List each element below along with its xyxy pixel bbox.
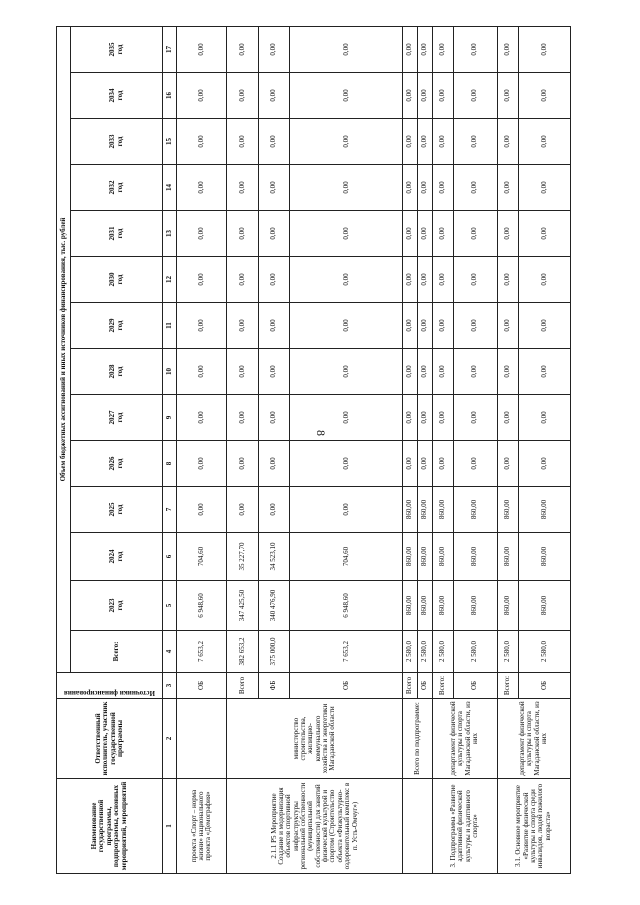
row-responsible: Всего по подпрограмме:	[403, 699, 432, 779]
row-responsible: министерство строительства, жилищно-коммунального хозяйства и энергетики Магаданской области	[227, 699, 403, 779]
row-value-2029: 0,00	[227, 303, 258, 349]
table-row	[227, 26, 258, 873]
column-index: 15	[163, 119, 177, 165]
row-source: ОБ	[518, 673, 570, 699]
row-value-2035: 0,00	[497, 26, 518, 72]
header-year-2035	[71, 26, 163, 72]
row-value-2024: 704,60	[290, 533, 403, 581]
row-value-2028: 0,00	[227, 349, 258, 395]
row-value-2024: 35 227,70	[227, 533, 258, 581]
row-value-2029: 0,00	[497, 303, 518, 349]
row-value-2032: 0,00	[227, 165, 258, 211]
row-value-2029: 0,00	[417, 303, 432, 349]
row-value-2034: 0,00	[432, 73, 453, 119]
column-index: 3	[163, 673, 177, 699]
table-row	[403, 26, 418, 873]
row-value-2035: 0,00	[290, 26, 403, 72]
row-value-2031: 0,00	[403, 211, 418, 257]
row-value-2024: 860,00	[453, 533, 497, 581]
row-source: Всего	[227, 673, 258, 699]
table-row	[497, 26, 518, 873]
row-value-2024: 860,00	[432, 533, 453, 581]
row-total: 375 000,0	[258, 631, 289, 673]
row-total: 2 580,0	[497, 631, 518, 673]
row-total: 382 653,2	[227, 631, 258, 673]
header-year-suffix: год	[115, 600, 124, 611]
row-value-2025: 0,00	[258, 487, 289, 533]
row-value-2026: 0,00	[518, 441, 570, 487]
column-index: 2	[163, 699, 177, 779]
row-value-2034: 0,00	[497, 73, 518, 119]
row-value-2028: 0,00	[497, 349, 518, 395]
row-value-2033: 0,00	[177, 119, 227, 165]
column-index: 11	[163, 303, 177, 349]
row-value-2034: 0,00	[177, 73, 227, 119]
row-value-2035: 0,00	[177, 26, 227, 72]
row-value-2024: 860,00	[518, 533, 570, 581]
row-value-2027: 0,00	[177, 395, 227, 441]
row-value-2030: 0,00	[432, 257, 453, 303]
row-value-2035: 0,00	[453, 26, 497, 72]
header-year-2025	[71, 487, 163, 533]
header-year-2034	[71, 73, 163, 119]
column-index: 13	[163, 211, 177, 257]
row-value-2033: 0,00	[258, 119, 289, 165]
header-year-suffix: год	[115, 504, 124, 515]
header-name: Наименование государственной программы, подпрограммы, основных мероприятий, мероприятий	[57, 779, 163, 874]
row-total: 2 580,0	[518, 631, 570, 673]
row-value-2027: 0,00	[453, 395, 497, 441]
row-value-2023: 6 948,60	[177, 581, 227, 631]
header-year-value: 2024	[108, 549, 117, 564]
row-value-2024: 860,00	[417, 533, 432, 581]
header-total: Всего:	[71, 631, 163, 673]
row-value-2035: 0,00	[432, 26, 453, 72]
row-value-2025: 860,00	[518, 487, 570, 533]
header-year-value: 2034	[108, 88, 117, 103]
header-year-value: 2033	[108, 134, 117, 149]
header-year-suffix: год	[115, 182, 124, 193]
row-responsible: департамент физической культуры и спорта Магаданской области, из них	[497, 699, 570, 779]
row-value-2034: 0,00	[417, 73, 432, 119]
header-year-value: 2035	[108, 42, 117, 57]
row-value-2034: 0,00	[403, 73, 418, 119]
row-value-2025: 860,00	[403, 487, 418, 533]
financing-table	[56, 26, 571, 874]
row-value-2027: 0,00	[432, 395, 453, 441]
row-value-2026: 0,00	[403, 441, 418, 487]
header-source	[57, 673, 163, 699]
row-value-2031: 0,00	[453, 211, 497, 257]
row-value-2026: 0,00	[227, 441, 258, 487]
row-total: 2 580,0	[453, 631, 497, 673]
row-value-2026: 0,00	[177, 441, 227, 487]
row-value-2024: 860,00	[403, 533, 418, 581]
header-year-value: 2030	[108, 272, 117, 287]
row-responsible	[177, 699, 227, 779]
row-value-2035: 0,00	[258, 26, 289, 72]
row-value-2023: 860,00	[403, 581, 418, 631]
header-year-suffix: год	[115, 551, 124, 562]
row-value-2031: 0,00	[290, 211, 403, 257]
row-value-2025: 860,00	[432, 487, 453, 533]
row-value-2027: 0,00	[227, 395, 258, 441]
row-value-2032: 0,00	[453, 165, 497, 211]
row-value-2024: 704,60	[177, 533, 227, 581]
header-year-suffix: год	[115, 274, 124, 285]
table-row	[432, 26, 453, 873]
row-value-2029: 0,00	[453, 303, 497, 349]
row-name: 3.1. Основное мероприятие «Развитие физической культуры и спорта среди инвалидов, людей пожилого возраста»	[497, 779, 570, 874]
row-value-2028: 0,00	[403, 349, 418, 395]
row-value-2029: 0,00	[403, 303, 418, 349]
row-value-2025: 860,00	[417, 487, 432, 533]
row-value-2035: 0,00	[417, 26, 432, 72]
row-value-2028: 0,00	[432, 349, 453, 395]
row-name: 2.1.1 Р5 Мероприятие Создание и модернизация объектов спортивной инфраструктуры региональной собственности (муниципальной собственности) для занятий физической культурой и спортом (Строительство объекта «Физкультурно-оздоровительный комплекс в п. Усть-Омчуг»)	[227, 779, 403, 874]
row-value-2035: 0,00	[403, 26, 418, 72]
header-year-2031	[71, 211, 163, 257]
row-value-2023: 860,00	[432, 581, 453, 631]
row-value-2033: 0,00	[497, 119, 518, 165]
row-value-2032: 0,00	[497, 165, 518, 211]
row-value-2034: 0,00	[453, 73, 497, 119]
row-value-2026: 0,00	[432, 441, 453, 487]
row-value-2034: 0,00	[227, 73, 258, 119]
row-total: 7 653,2	[177, 631, 227, 673]
row-source: ОБ	[453, 673, 497, 699]
row-source: Всего:	[497, 673, 518, 699]
page-number: 8	[314, 430, 328, 436]
column-index: 16	[163, 73, 177, 119]
row-value-2028: 0,00	[177, 349, 227, 395]
row-name	[403, 779, 432, 874]
row-value-2023: 860,00	[518, 581, 570, 631]
column-index: 1	[163, 779, 177, 874]
row-value-2033: 0,00	[403, 119, 418, 165]
row-value-2035: 0,00	[518, 26, 570, 72]
header-volume-title: Объем бюджетных ассигнований и иных источников финансирования, тыс. рублей	[57, 26, 71, 672]
row-value-2034: 0,00	[518, 73, 570, 119]
header-year-2026	[71, 441, 163, 487]
header-year-value: 2031	[108, 226, 117, 241]
row-value-2028: 0,00	[453, 349, 497, 395]
row-value-2030: 0,00	[403, 257, 418, 303]
header-year-value: 2023	[108, 598, 117, 613]
column-index: 8	[163, 441, 177, 487]
row-value-2030: 0,00	[417, 257, 432, 303]
row-value-2027: 0,00	[497, 395, 518, 441]
header-year-suffix: год	[115, 412, 124, 423]
row-value-2023: 860,00	[417, 581, 432, 631]
header-year-value: 2025	[108, 502, 117, 517]
row-value-2027: 0,00	[258, 395, 289, 441]
row-value-2033: 0,00	[227, 119, 258, 165]
row-value-2033: 0,00	[417, 119, 432, 165]
row-value-2029: 0,00	[290, 303, 403, 349]
row-source: Всего	[403, 673, 418, 699]
column-index: 12	[163, 257, 177, 303]
row-value-2024: 34 523,10	[258, 533, 289, 581]
row-value-2032: 0,00	[177, 165, 227, 211]
row-value-2027: 0,00	[290, 395, 403, 441]
row-value-2030: 0,00	[227, 257, 258, 303]
row-value-2025: 860,00	[497, 487, 518, 533]
row-value-2031: 0,00	[497, 211, 518, 257]
row-value-2031: 0,00	[432, 211, 453, 257]
row-value-2033: 0,00	[290, 119, 403, 165]
row-value-2031: 0,00	[417, 211, 432, 257]
row-source: Всего:	[432, 673, 453, 699]
row-value-2026: 0,00	[453, 441, 497, 487]
row-value-2026: 0,00	[258, 441, 289, 487]
header-year-suffix: год	[115, 136, 124, 147]
row-value-2025: 0,00	[290, 487, 403, 533]
row-name: проекта «Спорт – норма жизни» национального проекта «Демография»	[177, 779, 227, 874]
column-index: 9	[163, 395, 177, 441]
header-year-2029	[71, 303, 163, 349]
row-total: 2 580,0	[432, 631, 453, 673]
row-value-2029: 0,00	[177, 303, 227, 349]
row-value-2026: 0,00	[290, 441, 403, 487]
row-value-2032: 0,00	[258, 165, 289, 211]
row-value-2033: 0,00	[453, 119, 497, 165]
financing-table-sheet	[56, 27, 571, 874]
row-value-2033: 0,00	[432, 119, 453, 165]
row-value-2029: 0,00	[518, 303, 570, 349]
row-value-2025: 0,00	[227, 487, 258, 533]
row-value-2030: 0,00	[497, 257, 518, 303]
header-year-value: 2027	[108, 410, 117, 425]
row-value-2027: 0,00	[417, 395, 432, 441]
row-value-2032: 0,00	[403, 165, 418, 211]
column-index: 4	[163, 631, 177, 673]
row-total: 2 580,0	[417, 631, 432, 673]
row-value-2023: 6 948,60	[290, 581, 403, 631]
header-year-2027	[71, 395, 163, 441]
header-year-2032	[71, 165, 163, 211]
row-value-2030: 0,00	[453, 257, 497, 303]
row-value-2032: 0,00	[290, 165, 403, 211]
column-index: 6	[163, 533, 177, 581]
header-year-suffix: год	[115, 458, 124, 469]
header-source-text: Источники финансирования	[64, 689, 155, 697]
row-value-2023: 347 425,50	[227, 581, 258, 631]
row-value-2027: 0,00	[518, 395, 570, 441]
row-value-2032: 0,00	[417, 165, 432, 211]
row-value-2027: 0,00	[403, 395, 418, 441]
row-value-2030: 0,00	[518, 257, 570, 303]
row-value-2034: 0,00	[290, 73, 403, 119]
header-year-value: 2029	[108, 318, 117, 333]
row-name: 3. Подпрограмма «Развитие адаптивной физической культуры и адаптивного спорта»	[432, 779, 497, 874]
header-responsible: Ответственный исполнитель, участник государственной программы	[57, 699, 163, 779]
header-year-suffix: год	[115, 44, 124, 55]
column-index: 17	[163, 26, 177, 72]
header-year-value: 2026	[108, 456, 117, 471]
row-source: ОБ	[417, 673, 432, 699]
header-year-suffix: год	[115, 366, 124, 377]
row-value-2032: 0,00	[432, 165, 453, 211]
row-value-2028: 0,00	[290, 349, 403, 395]
header-year-suffix: год	[115, 90, 124, 101]
row-responsible: департамент физической культуры и спорта Магаданской области, из них	[432, 699, 497, 779]
header-year-suffix: год	[115, 320, 124, 331]
header-year-2024	[71, 533, 163, 581]
header-year-2023	[71, 581, 163, 631]
row-value-2031: 0,00	[518, 211, 570, 257]
row-value-2023: 860,00	[453, 581, 497, 631]
row-value-2028: 0,00	[518, 349, 570, 395]
row-value-2032: 0,00	[518, 165, 570, 211]
row-value-2030: 0,00	[258, 257, 289, 303]
row-value-2026: 0,00	[417, 441, 432, 487]
column-index: 5	[163, 581, 177, 631]
header-year-2033	[71, 119, 163, 165]
row-value-2031: 0,00	[227, 211, 258, 257]
row-value-2029: 0,00	[432, 303, 453, 349]
row-value-2033: 0,00	[518, 119, 570, 165]
row-value-2024: 860,00	[497, 533, 518, 581]
row-value-2030: 0,00	[177, 257, 227, 303]
row-value-2023: 860,00	[497, 581, 518, 631]
header-year-value: 2032	[108, 180, 117, 195]
row-source: ОБ	[290, 673, 403, 699]
table-row	[177, 26, 227, 873]
row-value-2031: 0,00	[177, 211, 227, 257]
header-year-value: 2028	[108, 364, 117, 379]
row-value-2028: 0,00	[417, 349, 432, 395]
row-source: ОБ	[177, 673, 227, 699]
header-year-2030	[71, 257, 163, 303]
row-total: 7 653,2	[290, 631, 403, 673]
header-year-2028	[71, 349, 163, 395]
row-value-2025: 0,00	[177, 487, 227, 533]
row-value-2031: 0,00	[258, 211, 289, 257]
row-value-2025: 860,00	[453, 487, 497, 533]
row-value-2023: 340 476,90	[258, 581, 289, 631]
row-value-2026: 0,00	[497, 441, 518, 487]
row-value-2035: 0,00	[227, 26, 258, 72]
row-value-2029: 0,00	[258, 303, 289, 349]
row-value-2028: 0,00	[258, 349, 289, 395]
row-value-2034: 0,00	[258, 73, 289, 119]
column-index: 14	[163, 165, 177, 211]
row-value-2030: 0,00	[290, 257, 403, 303]
column-index: 10	[163, 349, 177, 395]
row-source: ФБ	[258, 673, 289, 699]
header-year-suffix: год	[115, 228, 124, 239]
row-total: 2 580,0	[403, 631, 418, 673]
column-index: 7	[163, 487, 177, 533]
